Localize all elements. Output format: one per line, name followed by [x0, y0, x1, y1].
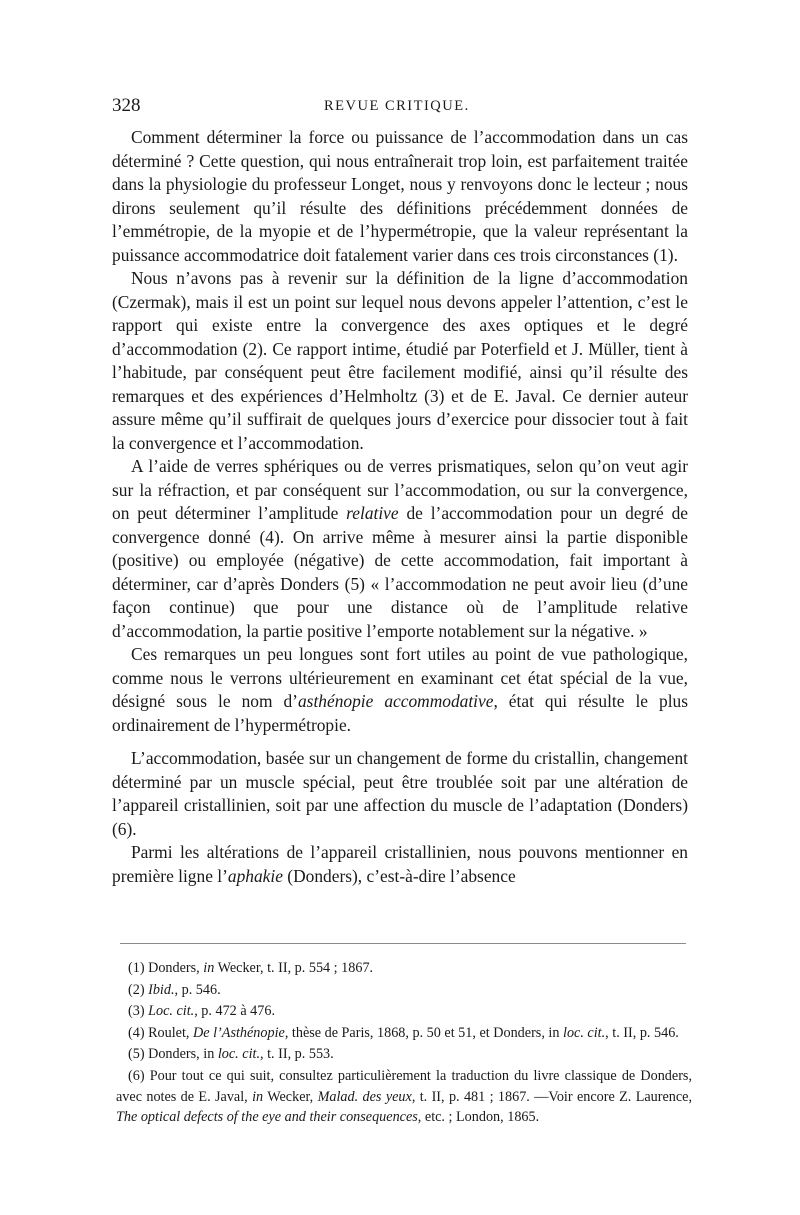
footnote-italic: Malad. des yeux: [317, 1088, 412, 1105]
footnote-text: , p. 472 à 476.: [194, 1003, 275, 1020]
footnote-text: (4) Roulet,: [128, 1024, 194, 1041]
page-header: [112, 95, 688, 123]
page-number: 328: [112, 95, 141, 116]
paragraph-4: [112, 643, 688, 737]
footnote-italic: The optical defects of the eye and their consequences: [116, 1109, 418, 1126]
footnote-text: Wecker,: [263, 1088, 318, 1105]
footnote-text: , t. II, p. 481 ; 1867. —Voir encore Z. Laurence,: [411, 1088, 693, 1105]
running-title: REVUE CRITIQUE.: [324, 98, 470, 114]
paragraph-text: , état qui résulte le plus ordinairement de l’hypermétropie.: [112, 691, 689, 735]
footnote-italic: Loc. cit.: [148, 1003, 195, 1020]
footnote-text: (6) Pour tout ce qui suit, consultez particulièrement la traduction du livre classique de Donders, avec notes de E. Javal,: [116, 1067, 692, 1105]
footnotes: [116, 958, 692, 1129]
paragraph-text: Nous n’avons pas à revenir sur la définition de la ligne d’accommodation (Czermak), mais il est un point sur lequel nous devons appeler l’attention, c’est le rapport qui existe entre la convergence des axes optiques et le degré d’accommodation (2). Ce rapport intime, étudié par Poterfield et J. Müller, tient à l’habitude, par conséquent peut être facilement modifié, ainsi qu’il résulte des remarques et des expériences d’Helmholtz (3) et de E. Javal. Ce dernier auteur assure même qu’il suffirait de quelques jours d’exercice pour dissocier tout à fait la convergence et l’accommodation.: [112, 268, 688, 453]
footnote-italic: loc. cit.: [563, 1024, 606, 1041]
paragraph-text: (Donders), c’est-à-dire l’absence: [282, 865, 516, 886]
footnote-5: [116, 1044, 692, 1065]
footnote-text: (2): [128, 981, 149, 998]
paragraph-text: de l’accommodation pour un degré de convergence donné (4). On arrive même à mesurer ainsi la partie disponible (positive) ou employée (négative) de cette accommodation, fait important à déterminer, car d’après Donders (5) « l’accommodation ne peut avoir lieu (d’une façon continue) que pour une distance où de l’amplitude relative d’accommodation, la partie positive l’emporte notablement sur la négative. »: [112, 503, 688, 641]
footnote-italic: loc. cit.: [217, 1046, 260, 1063]
paragraph-text: Ces remarques un peu longues sont fort utiles au point de vue pathologique, comme nous le verrons ultérieurement en examinant cet état spécial de la vue, désigné sous le nom d’: [112, 644, 688, 711]
footnote-text: , t. II, p. 553.: [260, 1046, 334, 1063]
footnote-4: [116, 1023, 692, 1044]
footnote-italic: De l’Asthénopie: [193, 1024, 285, 1041]
main-text: [112, 126, 688, 888]
footnote-italic: Ibid.: [148, 981, 175, 998]
paragraph-text: Parmi les altérations de l’appareil cristallinien, nous pouvons mentionner en première ligne l’: [112, 842, 688, 886]
footnote-text: Wecker, t. II, p. 554 ; 1867.: [214, 960, 374, 976]
footnote-3: [116, 1001, 692, 1022]
italic-term-relative: relative: [346, 503, 399, 523]
footnote-text: (3): [128, 1003, 149, 1020]
footnote-italic: in: [203, 960, 215, 976]
footnote-text: (5) Donders, in: [128, 1046, 218, 1063]
footnote-text: , etc. ; London, 1865.: [417, 1109, 540, 1126]
footnote-text: , p. 546.: [174, 981, 221, 998]
paragraph-text: A l’aide de verres sphériques ou de verres prismatiques, selon qu’on veut agir sur la réfraction, et par conséquent sur l’accommodation, ou sur la convergence, on peut déterminer l’amplitude: [112, 456, 688, 523]
paragraph-3: [112, 455, 688, 643]
footnote-italic: in: [252, 1088, 264, 1105]
footnote-text: , thèse de Paris, 1868, p. 50 et 51, et Donders, in: [284, 1024, 563, 1041]
paragraph-text: Comment déterminer la force ou puissance de l’accommodation dans un cas déterminé ? Cette question, qui nous entraînerait trop loin, est parfaitement traitée dans la physiologie du professeur Longet, nous y renvoyons donc le lecteur ; nous dirons seulement qu’il résulte des définitions précédemment données de l’emmétropie, de la myopie et de l’hypermétropie, que la valeur représentant la puissance accommodatrice doit fatalement varier dans ces trois circonstances (1).: [112, 127, 688, 265]
paragraph-6: [112, 841, 688, 888]
paragraph-text: L’accommodation, basée sur un changement de forme du cristallin, changement déterminé par un muscle spécial, peut être troublée soit par une altération de l’appareil cristallinien, soit par une affection du muscle de l’adaptation (Donders) (6).: [112, 748, 688, 839]
paragraph-2: [112, 267, 688, 455]
footnote-text: , t. II, p. 546.: [605, 1024, 679, 1041]
footnote-2: [116, 980, 692, 1001]
italic-term-aphakie: aphakie: [227, 865, 283, 886]
footnote-separator: [120, 943, 686, 944]
italic-term-asthenopie: asthénopie accommodative: [297, 691, 494, 711]
paragraph-5: [112, 747, 688, 841]
footnote-1: [116, 958, 692, 979]
footnote-6: [116, 1066, 692, 1128]
paragraph-1: [112, 126, 688, 267]
footnote-text: (1) Donders,: [128, 960, 204, 976]
